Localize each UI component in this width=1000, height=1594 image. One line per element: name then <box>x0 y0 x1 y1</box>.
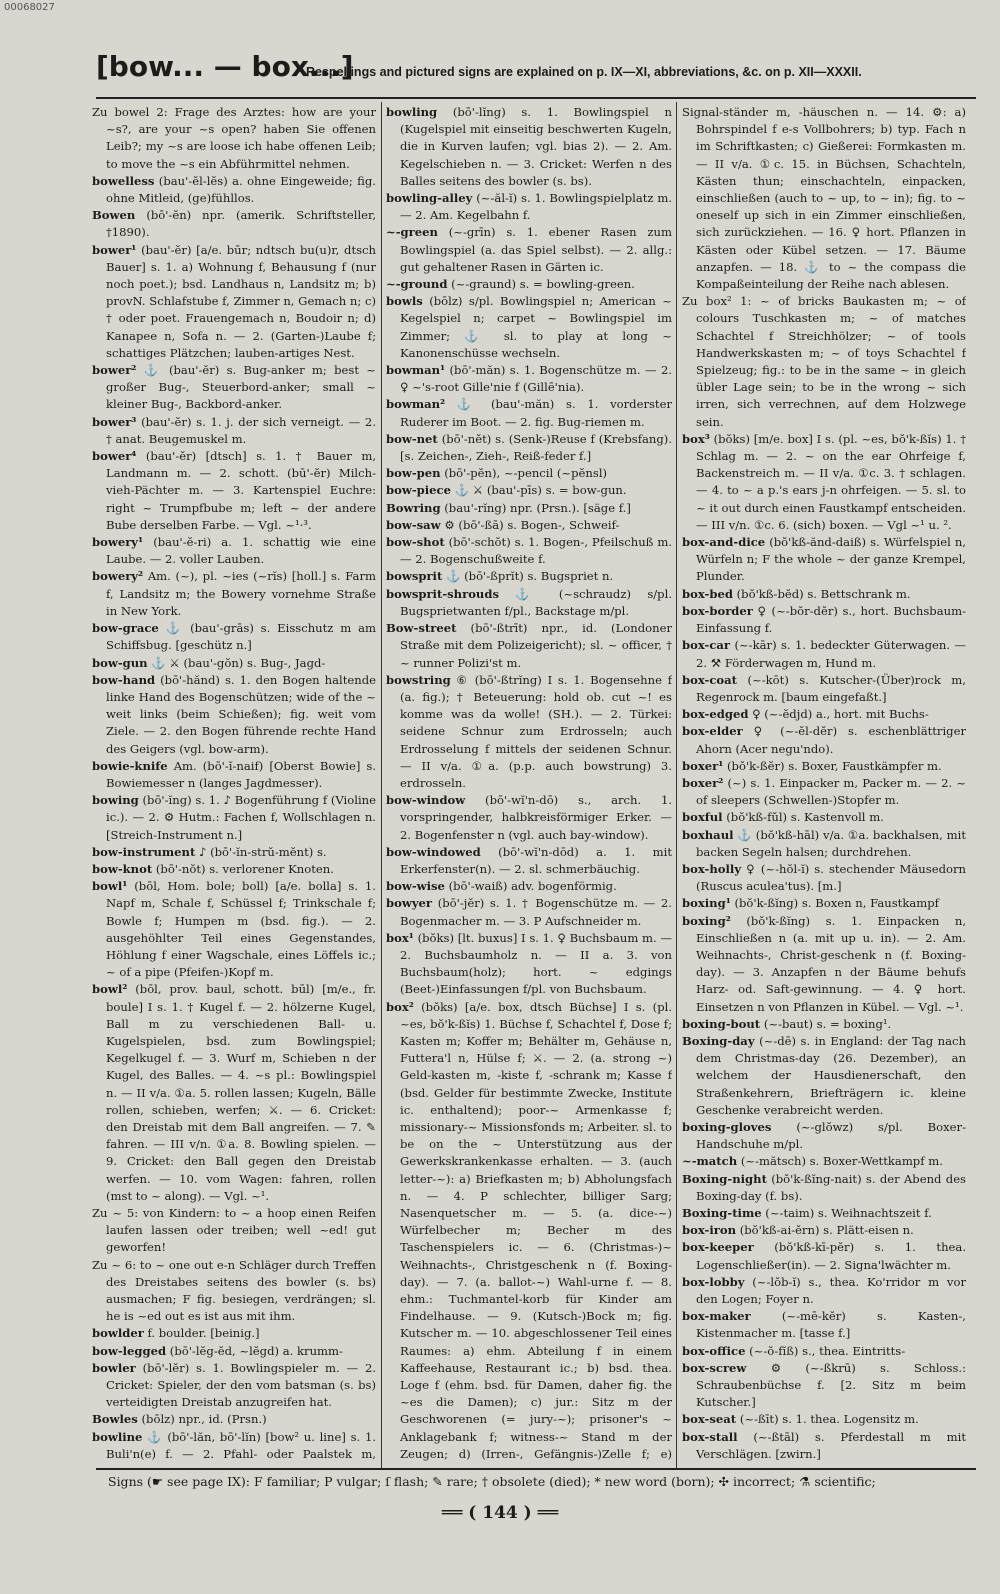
entry-headword: bow-instrument <box>92 844 196 859</box>
dictionary-entry <box>682 723 966 757</box>
page-number: ══ ( 144 ) ══ <box>441 1503 559 1523</box>
entry-text: (bō'-wĭ'n-dō) s., arch. 1. vorspringender, halbkreisförmiger Erker. — 2. Bogenfenster n (vgl. auch bay-window). <box>400 793 672 842</box>
entry-headword: boxer¹ <box>682 758 724 773</box>
entry-text: Zu box² 1: ~ of bricks Baukasten m; ~ of colours Tuschkasten m; ~ of matches Schachtel f Streichhölzer; ~ of tools Handwerkskasten m; ~ of toys Schachtel f Spielzeug; fig.: to be in the same ~ in gleich übler Lage sein; to be in the wrong ~ sich irren, sich verrechnen, auf dem Holzwege sein. <box>682 294 966 429</box>
entry-text: (bōlz) s/pl. Bowlingspiel n; American ~ Kegelspiel n; carpet ~ Bowlingspiel im Zimmer; ⚓ sl. to play at long ~ Kanonenschüsse wechseln. <box>400 294 672 360</box>
entry-headword: boxer² <box>682 775 724 790</box>
entry-text: f. boulder. [beinig.] <box>147 1326 260 1341</box>
entry-text: (bŏ'k-ßĕr) s. Boxer, Faustkämpfer m. <box>727 758 942 773</box>
dictionary-entry <box>386 293 672 362</box>
entry-text: (bō'-hănd) s. 1. den Bogen haltende linke Hand des Bogenschützen; wide of the ~ weit links (beim Schießen); fig. weit vom Ziele. — 2. den Bogen führende rechte Hand des Geigers (vgl. bow-arm). <box>106 672 376 756</box>
entry-text: (~-grīn) s. 1. ebener Rasen zum Bowlingspiel (a. das Spiel selbst). — 2. allg.: gut gehaltener Rasen in Gärten ic. <box>400 225 672 274</box>
entry-text: (bŏ'k-ßĭng) s. Boxen n, Faustkampf <box>734 896 939 911</box>
entry-headword: bowl² <box>92 982 128 997</box>
entry-headword: bow-window <box>386 793 466 808</box>
dictionary-entry <box>682 1239 966 1273</box>
dictionary-entry <box>682 1429 966 1463</box>
dictionary-entry <box>682 672 966 706</box>
entry-text: (bō'-lĕr) s. 1. Bowlingspieler m. — 2. Cricket: Spieler, der den vom batsman (s. bs) verteidigten Dreistab anzugreifen hat. <box>106 1360 376 1410</box>
entry-text: (bō'-ßtrīt) npr., id. (Londoner Straße mit dem Polizeigericht); sl. ~ officer, † ~ runner Polizi'st m. <box>400 621 672 670</box>
dictionary-entry <box>92 1343 376 1360</box>
entry-headword: bowstring <box>386 672 451 687</box>
entry-text: (bau'-ĕl-lĕs) a. ohne Eingeweide; fig. ohne Mitleid, (ge)fühllos. <box>106 173 376 206</box>
entry-headword: box-iron <box>682 1223 737 1238</box>
dictionary-entry <box>682 1360 966 1412</box>
signs-legend: Signs (☛ see page IX): F familiar; P vulgar; ſ flash; ✎ rare; † obsolete (died); * new word (born); ✣ incorrect; ⚗ scientific; <box>108 1474 876 1489</box>
entry-headword: box-seat <box>682 1412 737 1427</box>
dictionary-entry <box>386 586 672 620</box>
entry-headword: bower⁴ <box>92 449 137 464</box>
dictionary-entry <box>682 603 966 637</box>
dictionary-entry <box>92 672 376 758</box>
dictionary-entry <box>682 1033 966 1119</box>
dictionary-entry <box>682 293 966 431</box>
dictionary-entry <box>682 104 966 293</box>
dictionary-entry <box>386 534 672 568</box>
entry-text: (bōlz) npr., id. (Prsn.) <box>141 1412 267 1427</box>
entry-headword: box-screw <box>682 1360 747 1375</box>
entry-text: (bō'-lĭng) s. 1. Bowlingspiel n (Kugelspiel mit einseitig beschwerten Kugeln, die in Kurven laufen; vgl. bias 2). — 2. Am. Kegelschieben n. — 3. Cricket: Werfen n des Balles seitens des bowler (s. bs). <box>400 105 672 188</box>
entry-headword: bow-legged <box>92 1343 167 1358</box>
entry-text: (~-mē-kĕr) s. Kasten-, Kistenmacher m. [tasse f.] <box>696 1309 966 1341</box>
dictionary-entry <box>92 207 376 241</box>
dictionary-entry <box>386 999 672 1466</box>
entry-text: (~-ßīt) s. 1. thea. Logensitz m. <box>739 1412 919 1427</box>
dictionary-entry <box>682 637 966 671</box>
dictionary-entry <box>92 414 376 448</box>
entry-text: Zu bowel 2: Frage des Arztes: how are your ~s?, are your ~s open? haben Sie offenen Leib?; my ~s are loose ich habe offenen Leib; to move the ~s ein Abführmittel nehmen. <box>92 105 376 171</box>
entry-text: (bō'-jĕr) s. 1. † Bogenschütze m. — 2. Bogenmacher m. — 3. P Aufschneider m. <box>400 896 672 928</box>
entry-headword: bow-knot <box>92 861 153 876</box>
entry-text: (bōl, Hom. bole; boll) [a/e. bolla] s. 1. Napf m, Schale f, Schüssel f; Trinkschale f; Bowle f; Humpen m (bsd. fig.). — 2. ausgehöhlter Teil eines Gegenstandes, Höhlung f einer Wagschale, eines Löffels ic.; ~ of a pipe (Pfeifen-)Kopf m. <box>106 879 376 980</box>
entry-headword: box-keeper <box>682 1240 754 1255</box>
entry-headword: box¹ <box>386 930 414 945</box>
dictionary-entry <box>92 362 376 414</box>
entry-text: (~-lŏb-ĭ) s., thea. Ko'rridor m vor den Logen; Foyer n. <box>696 1274 966 1307</box>
entry-text: (bau'-ĕr) [a/e. būr; ndtsch bu(u)r, dtsch Bauer] s. 1. a) Wohnung f, Behausung f (nur noch poet.); bsd. Landhaus n, Landsitz m; b) provN. Schlafstube f, Zimmer n, Gemach n; c) † oder poet. Frauengemach n, Boudoir n; d) Kanapee n, Sofa n. — 2. (Garten-)Laube f; schattiges Plätzchen; lauben-artiges Nest. <box>106 242 376 360</box>
entry-text: (bŏ'kß-kī-pĕr) s. 1. thea. Logenschließer(in). — 2. Signa'lwächter m. <box>696 1240 966 1272</box>
footer-rule <box>96 1468 976 1470</box>
dictionary-entry <box>682 586 966 603</box>
entry-text: Zu ~ 5: von Kindern: to ~ a hoop einen Reifen laufen lassen oder treiben; well ~ed! gut geworfen! <box>92 1206 376 1255</box>
entry-headword: box³ <box>682 431 710 446</box>
entry-text: ⚓ (bō'-ßprĭt) s. Bugspriet n. <box>446 569 614 584</box>
dictionary-entry <box>386 431 672 465</box>
entry-text: (~-mătsch) s. Boxer-Wettkampf m. <box>740 1154 943 1169</box>
dictionary-entry <box>386 620 672 672</box>
entry-headword: boxing¹ <box>682 896 731 911</box>
dictionary-entry <box>682 913 966 1016</box>
entry-headword: boxing² <box>682 913 731 928</box>
entry-headword: ~-green <box>386 225 438 240</box>
entry-text: (bŏ'kß-fŭl) s. Kastenvoll m. <box>726 810 884 825</box>
entry-text: (bau'-ĕr) [dtsch] s. 1. † Bauer m, Landmann m. — 2. schott. (bū'-ĕr) Milch-vieh-Pächter m. — 3. Kartenspiel Euchre: right ~ Trumpfbube m; left ~ der andere Bube derselben Farbe. — Vgl. ~¹·³. <box>106 449 376 532</box>
entry-text: (bŏ'kß-bĕd) s. Bettschrank m. <box>736 586 911 601</box>
dictionary-entry <box>92 448 376 534</box>
entry-headword: bow-pen <box>386 466 441 481</box>
dictionary-entry <box>386 362 672 396</box>
entry-headword: bow-windowed <box>386 844 481 859</box>
entry-headword: bowery¹ <box>92 535 144 550</box>
entry-headword: Boxing-night <box>682 1171 767 1186</box>
dictionary-entry <box>682 775 966 809</box>
dictionary-entry <box>92 173 376 207</box>
entry-text: ⚓ (bō'-lăn, bō'-lĭn) [bow² u. line] s. 1. Buli'n(e) f. — 2. Pfahl- oder Paalstek m, <box>106 1429 376 1461</box>
entry-headword: bow-net <box>386 431 438 446</box>
entry-headword: box-bed <box>682 586 733 601</box>
entry-text: (bō'-nŏt) s. verlorener Knoten. <box>155 861 334 876</box>
entry-headword: Boxing-time <box>682 1206 762 1220</box>
entry-headword: box-stall <box>682 1429 738 1444</box>
column-divider-2 <box>676 102 677 1470</box>
entry-headword: ~-ground <box>386 277 448 292</box>
dictionary-entry <box>92 792 376 844</box>
entry-headword: bowler <box>92 1360 136 1375</box>
entry-headword: boxful <box>682 810 723 825</box>
entry-headword: bowlder <box>92 1326 144 1341</box>
entry-headword: boxhaul <box>682 827 734 842</box>
entry-text: (bŏ'kß-ai-ĕrn) s. Plätt-eisen n. <box>739 1223 914 1238</box>
dictionary-entry <box>386 104 672 190</box>
dictionary-entry <box>682 1343 966 1360</box>
dictionary-entry <box>682 758 966 775</box>
entry-text: (~-dē) s. in England: der Tag nach dem Christmas-day (26. Dezember), an welchem der Hausdienerschaft, den Straßenkehrern, Briefträgern ic. kleine Geschenke verabreicht werden. <box>696 1033 966 1117</box>
entry-headword: bow-saw <box>386 517 441 532</box>
column-divider-1 <box>381 102 382 1470</box>
dictionary-entry <box>92 1429 376 1466</box>
scan-id: 00068027 <box>4 2 55 13</box>
entry-text: (bō'-waiß) adv. bogenförmig. <box>448 879 617 894</box>
entry-text: ⚓ (~schraudz) s/pl. Bugsprietwanten f/pl., Backstage m/pl. <box>400 586 672 618</box>
dictionary-entry <box>92 861 376 878</box>
dictionary-entry <box>92 104 376 173</box>
dictionary-entry <box>386 895 672 929</box>
entry-headword: box-edged <box>682 707 749 722</box>
entry-text: ♀ (~-hŏl-ĭ) s. stechender Mäusedorn (Ruscus aculea'tus). [m.] <box>696 861 966 894</box>
dictionary-entry <box>386 396 672 430</box>
dictionary-entry <box>92 568 376 620</box>
entry-headword: bowman² <box>386 397 446 412</box>
entry-text: (bō'-ĕn) npr. (amerik. Schriftsteller, †1890). <box>106 208 376 240</box>
entry-text: ♀ (~-bŏr-dĕr) s., hort. Buchsbaum-Einfassung f. <box>696 603 966 636</box>
column-3 <box>682 104 966 1466</box>
dictionary-entry <box>386 276 672 293</box>
dictionary-entry <box>386 224 672 276</box>
entry-headword: bowline <box>92 1429 143 1444</box>
dictionary-entry <box>386 500 672 517</box>
entry-text: (~-taim) s. Weihnachtszeit f. <box>765 1206 932 1220</box>
dictionary-entry <box>682 1016 966 1033</box>
entry-headword: Bowring <box>386 500 441 515</box>
dictionary-entry <box>386 482 672 499</box>
entry-text: ⑥ (bō'-ßtrĭng) I s. 1. Bogensehne f (a. fig.); † Beteuerung: hold ob. cut ~! es komme was da wolle! (SH.). — 2. Türkei: seidene Schnur zum Erdrosseln; auch Erdrosselung f mittels der seidenen Schnur. — II v/a. ①a. (p.p. auch bowstrung) 3. erdrosseln. <box>400 672 672 790</box>
entry-headword: bowie-knife <box>92 758 168 773</box>
entry-headword: bowling <box>386 105 438 119</box>
entry-headword: Bowles <box>92 1412 138 1427</box>
entry-text: Zu ~ 6: to ~ one out e-n Schläger durch Treffen des Dreistabes seitens des bowler (s. bs) ausmachen; F fig. besiegen, verdrängen; sl. he is ~ed out es ist aus mit ihm. <box>92 1257 376 1324</box>
entry-headword: box-holly <box>682 861 742 876</box>
entry-headword: bower² <box>92 363 137 378</box>
entry-text: (bŏks) [m/e. box] I s. (pl. ~es, bŏ'k-ßĭs) 1. † Schlag m. — 2. ~ on the ear Ohrfeige f, Backenstreich m. — II v/a. ①c. 3. † schlagen. — 4. to ~ a p.'s ears j-n ohrfeigen. — 5. sl. to ~ it out durch einen Faustkampf entscheiden. — III v/n. ①c. 6. (sich) boxen. — Vgl ~¹ u. ². <box>696 431 966 532</box>
dictionary-entry <box>386 190 672 224</box>
header-note: Respellings and pictured signs are explained on p. IX—XI, abbreviations, &c. on p. XII—XXXII. <box>306 65 862 79</box>
dictionary-entry <box>386 844 672 878</box>
entry-text: (bōl, prov. baul, schott. būl) [m/e., fr. boule] I s. 1. † Kugel f. — 2. hölzerne Kugel, Ball m zu verschiedenen Ball- u. Kugelspielen, bsd. zum Bowlingspiel; Kegelkugel f. — 3. Wurf m, Schieben n der Kugel, des Balles. — 4. ~s pl.: Bowlingspiel n. — II v/a. ①a. 5. rollen lassen; Kugeln, Bälle rollen, schieben, werfen; ⚔. — 6. Cricket: den Dreistab mit dem Ball angreifen. — 7. ✎ fahren. — III v/n. ①a. 8. Bowling spielen. — 9. Cricket: den Ball gegen den Dreistab werfen. — 10. vom Wagen: fahren, rollen (mst to ~ along). — Vgl. ~¹. <box>106 982 376 1203</box>
dictionary-entry <box>682 1222 966 1239</box>
entry-text: (~) s. 1. Einpacker m, Packer m. — 2. ~ of sleepers (Schwellen-)Stopfer m. <box>696 775 966 808</box>
entry-text: (bŏks) [lt. buxus] I s. 1. ♀ Buchsbaum m. — 2. Buchsbaumholz n. — II a. 3. von Buchsbaum(holz); hort. ~ edgings (Beet-)Einfassungen f/pl. von Buchsbaum. <box>400 930 672 997</box>
entry-text: ⚙ (bō'-ßā) s. Bogen-, Schweif- <box>444 517 620 532</box>
entry-headword: boxing-gloves <box>682 1119 772 1134</box>
entry-text: (~-ăl-ĭ) s. 1. Bowlingspielplatz m. — 2. Am. Kegelbahn f. <box>400 191 672 223</box>
entry-text: (~-ŏ-fĭß) s., thea. Eintritts- <box>749 1343 906 1358</box>
entry-text <box>749 1464 938 1466</box>
entry-text: ⚓ (bau'-grās) s. Eisschutz m am Schiffsbug. [geschütz n.] <box>106 621 376 653</box>
dictionary-entry <box>682 1463 966 1466</box>
entry-headword: bowling-alley <box>386 191 473 206</box>
entry-text: ⚙ (~-ßkrū) s. Schloss.: Schraubenbüchse f. [2. Sitz m beim Kutscher.] <box>696 1360 966 1410</box>
entry-headword: Boxing-day <box>682 1033 755 1048</box>
dictionary-entry <box>682 1153 966 1170</box>
entry-headword: box² <box>386 999 414 1014</box>
entry-headword: bowman¹ <box>386 363 446 378</box>
entry-headword: ~-match <box>682 1154 738 1169</box>
dictionary-entry <box>92 1205 376 1257</box>
dictionary-entry <box>92 878 376 981</box>
entry-text: (bŏ'k-ßĭng) s. 1. Einpacken n, Einschließen n (a. mit up u. in). — 2. Am. Weihnachts-, Christ-geschenk n (f. Boxing-day). — 3. Anzapfen n der Bäume behufs Harz- od. Saft-gewinnung. — 4. ♀ hort. Einsetzen n von Pflanzen in Kübel. — Vgl. ~¹. <box>696 913 966 1014</box>
entry-text: (~-baut) s. = boxing¹. <box>763 1016 892 1031</box>
dictionary-entry <box>386 930 672 999</box>
dictionary-entry <box>682 895 966 912</box>
column-2 <box>386 104 672 1466</box>
entry-text: (bō'-lĕg-ĕd, ~lĕgd) a. krumm- <box>169 1343 343 1358</box>
entry-headword: bow-shot <box>386 535 445 550</box>
dictionary-entry <box>386 465 672 482</box>
entry-headword: bowery² <box>92 569 144 584</box>
dictionary-entry <box>92 844 376 861</box>
entry-text: ♪ (bō'-ĭn-strŭ-mĕnt) s. <box>199 844 327 859</box>
entry-headword: bowyer <box>386 896 433 911</box>
entry-text: (bŏ'kß-ănd-daiß) s. Würfelspiel n, Würfeln n; F the whole ~ der ganze Krempel, Plunder. <box>696 535 966 584</box>
dictionary-entry <box>682 1171 966 1205</box>
entry-headword: bowsprit-shrouds <box>386 586 499 601</box>
entry-headword: box-car <box>682 638 731 653</box>
entry-headword: bowls <box>386 294 423 309</box>
dictionary-entry <box>386 672 672 792</box>
entry-text: (~-kōt) s. Kutscher-(Über)rock m, Regenrock m. [baum eingefaßt.] <box>696 672 966 704</box>
entry-headword: bowelless <box>92 173 155 188</box>
entry-headword: bower¹ <box>92 242 137 257</box>
entry-text: Signal-ständer m, -häuschen n. — 14. ⚙: a) Bohrspindel f e-s Vollbohrers; b) typ. Fach n im Schriftkasten; c) Gießerei: Formkasten m. — II v/a. ①c. 15. in Büchsen, Schachteln, Kästen thun; einschachteln, einpacken, einschließen (auch to ~ up, to ~ in); fig. to ~ oneself up sich in ein Zimmer einschließen, sich zurückziehen. — 16. ♀ hort. Pflanzen in Kästen oder Kübel setzen. — 17. Bäume anzapfen. — 18. ⚓ to ~ the compass die Kompaßeinteilung der Reihe nach ablesen. <box>682 105 966 292</box>
entry-headword: box-office <box>682 1343 746 1358</box>
entry-text: (bō'-măn) s. 1. Bogenschütze m. — 2. ♀ ~'s-root Gille'nie f (Gillē'nia). <box>400 363 672 395</box>
entry-headword: bow-wise <box>386 879 445 894</box>
dictionary-entry <box>386 878 672 895</box>
entry-text: (bō'-nĕt) s. (Senk-)Reuse f (Krebsfang). [s. Zeichen-, Zieh-, Reiß-feder f.] <box>400 431 672 464</box>
dictionary-entry <box>92 620 376 654</box>
entry-text: Am. (bō'-ĭ-naif) [Oberst Bowie] s. Bowiemesser n (langes Jagdmesser). <box>106 758 376 790</box>
entry-text: (bau'-ĕr) s. 1. j. der sich verneigt. — 2. † anat. Beugemuskel m. <box>106 414 376 446</box>
dictionary-entry <box>92 981 376 1205</box>
entry-text: ⚓ ⚔ (bau'-gŏn) s. Bug-, Jagd- <box>151 655 326 670</box>
entry-text: (bau'-ĕ-ri) a. 1. schattig wie eine Laube. — 2. voller Lauben. <box>106 535 376 567</box>
dictionary-entry <box>386 517 672 534</box>
entry-text: ♀ (~-ĕl-dĕr) s. eschenblättriger Ahorn (Acer negu'ndo). <box>696 724 966 756</box>
entry-headword: bower³ <box>92 414 137 429</box>
entry-text: (bō'-pĕn), ~-pencil (~pĕnsl) <box>444 466 608 481</box>
dictionary-entry <box>92 1325 376 1342</box>
header-rule <box>96 97 976 99</box>
dictionary-entry <box>682 1308 966 1342</box>
entry-headword: bow-piece <box>386 483 451 498</box>
entry-text: (~-glŏwz) s/pl. Boxer-Handschuhe m/pl. <box>696 1119 966 1152</box>
entry-headword: bowl¹ <box>92 879 128 894</box>
entry-text: Am. (~), pl. ~ies (~rĭs) [holl.] s. Farm f, Landsitz m; the Bowery vornehme Straße in New York. <box>106 569 376 618</box>
dictionary-entry <box>682 706 966 723</box>
entry-text: (bō'-schŏt) s. 1. Bogen-, Pfeilschuß m. — 2. Bogenschußweite f. <box>400 535 672 567</box>
entry-headword: Bow-street <box>386 621 457 636</box>
dictionary-entry <box>92 758 376 792</box>
entry-text: ⚓ (bau'-ĕr) s. Bug-anker m; best ~ großer Bug-, Steuerbord-anker; small ~ kleiner Bug-, Backbord-anker. <box>106 363 376 412</box>
entry-headword: boxing-bout <box>682 1016 761 1031</box>
entry-text: (bō'-wĭ'n-dōd) a. 1. mit Erkerfenster(n). — 2. sl. schmerbäuchig. <box>400 844 672 876</box>
dictionary-entry <box>92 1257 376 1326</box>
dictionary-entry <box>682 861 966 895</box>
entry-headword: box-coat <box>682 672 738 687</box>
entry-headword: bowing <box>92 793 139 808</box>
dictionary-entry <box>682 827 966 861</box>
entry-text: (~-graund) s. = bowling-green. <box>451 277 635 292</box>
page-header <box>96 50 976 96</box>
entry-headword: box-lobby <box>682 1274 745 1289</box>
entry-headword: Bowen <box>92 208 136 223</box>
dictionary-entry <box>682 534 966 586</box>
column-1 <box>92 104 376 1466</box>
entry-text: (~-kār) s. 1. bedeckter Güterwagen. — 2. ⚒ Förderwagen m, Hund m. <box>696 638 966 670</box>
entry-headword: box-and-dice <box>682 535 766 550</box>
entry-headword: box-elder <box>682 724 743 739</box>
entry-headword: box-maker <box>682 1309 751 1324</box>
entry-text: ⚓ (bau'-măn) s. 1. vorderster Ruderer im Boot. — 2. fig. Bug-riemen m. <box>400 397 672 429</box>
dictionary-entry <box>682 1411 966 1428</box>
entry-text: (~-ßtāl) s. Pferdestall m mit Verschlägen. [zwirn.] <box>696 1429 966 1461</box>
entry-text: (bō'-ĭng) s. 1. ♪ Bogenführung f (Violine ic.). — 2. ⚙ Hutm.: Fachen f, Wollschlagen n. [Streich-Instrument n.] <box>106 793 376 842</box>
dictionary-entry <box>682 1119 966 1153</box>
dictionary-entry <box>386 568 672 585</box>
entry-headword: bow-hand <box>92 672 156 687</box>
entry-text: ⚓ (bŏ'kß-hāl) v/a. ①a. backhalsen, mit backen Segeln halsen; durchdrehen. <box>696 827 966 859</box>
dictionary-entry <box>92 1411 376 1428</box>
entry-headword <box>682 1464 745 1466</box>
dictionary-entry <box>92 242 376 362</box>
header-range: [bow... — box...] <box>96 50 354 83</box>
entry-headword: bowsprit <box>386 569 443 584</box>
entry-text: (bŏks) [a/e. box, dtsch Büchse] I s. (pl. ~es, bŏ'k-ßĭs) 1. Büchse f, Schachtel f, Dose f; Kasten m; Koffer m; Behälter m, Gehäuse n, Futtera'l n, Hülse f; ⚔. — 2. (a. strong ~) Geld-kasten m, -kiste f, -schrank m; Kasse f (bsd. Gelder für bestimmte Zwecke, Institute ic. enthaltend); poor-~ Armenkasse f; missionary-~ Missionsfonds m; Arbeiter. sl. to be on the ~ Unterstützung aus der Gewerkskrankenkasse erhalten. — 3. (auch letter-~): a) Briefkasten m; b) Abholungsfach n. — 4. P schlechter, billiger Sarg; Nasenquetscher m. — 5. (a. dice-~) Würfelbecher m; Becher m des Taschenspielers ic. — 6. (Christmas-)~ Weihnachts-, Christgeschenk n (f. Boxing-day). — 7. (a. ballot-~) Wahl-urne f. — 8. ehm.: Tuchmantel-korb für Kinder am Findelhause. — 9. (Kutsch-)Bock m; fig. Kutscher m. — 10. abgeschlossener Teil eines Raumes: a) ehm. Abteilung f in einem Kaffeehause, Restaurant ic.; b) bsd. thea. Loge f (ehm. bsd. für Damen, daher fig. the ~es die Damen); c) jur.: Sitz m der Geschworenen (= jury-~); prisoner's ~ Anklagebank f; witness-~ Stand m der Zeugen; d) (Irren-, Gefängnis-)Zelle f; e) <box>400 999 672 1461</box>
entry-headword: bow-gun <box>92 655 148 670</box>
dictionary-entry <box>92 534 376 568</box>
dictionary-entry <box>386 792 672 844</box>
dictionary-entry <box>682 431 966 534</box>
entry-headword: bow-grace <box>92 621 159 636</box>
entry-text: (bau'-rĭng) npr. (Prsn.). [säge f.] <box>444 500 631 515</box>
dictionary-entry <box>682 1274 966 1308</box>
entry-text: ⚓ ⚔ (bau'-pīs) s. = bow-gun. <box>454 483 627 498</box>
entry-headword: box-border <box>682 603 753 618</box>
dictionary-entry <box>682 809 966 826</box>
entry-text: ♀ (~-ĕdjd) a., hort. mit Buchs- <box>752 707 929 722</box>
dictionary-entry <box>92 655 376 672</box>
dictionary-entry <box>92 1360 376 1412</box>
dictionary-entry <box>682 1205 966 1222</box>
entry-text: (bŏ'k-ßĭng-nait) s. der Abend des Boxing-day (f. bs). <box>696 1171 966 1203</box>
